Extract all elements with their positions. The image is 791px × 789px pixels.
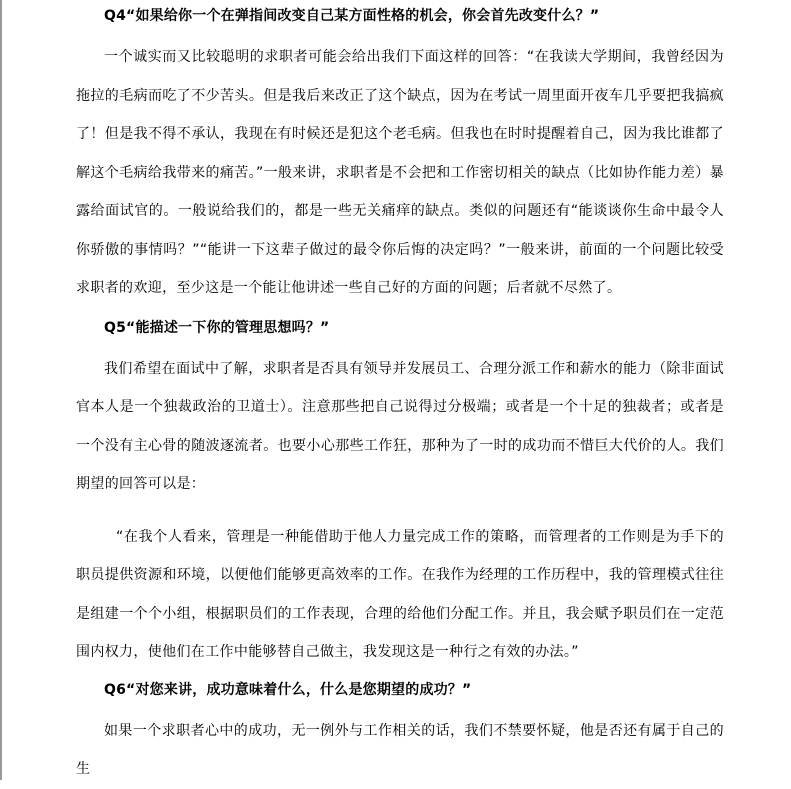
document-page: [76, 0, 724, 789]
answer-paragraph-q5: 我们希望在面试中了解，求职者是否具有领导并发展员工、合理分派工作和薪水的能力（除非面试官本人是一个独裁政治的卫道士）。注意那些把自己说得过分极端；或者是一个十足的独裁者；或者是一个没有主心骨的随波逐流者。也要小心那些工作狂，那种为了一时的成功而不惜巨大代价的人。我们期望的回答可以是：: [76, 360, 724, 492]
answer-paragraph-q6: 如果一个求职者心中的成功，无一例外与工作相关的话，我们不禁要怀疑，他是否还有属于自己的生: [76, 722, 724, 777]
question-heading-q5: Q5“能描述一下你的管理思想吗？”: [104, 319, 330, 336]
page-left-border: [0, 0, 2, 780]
sample-answer-quote-q5: “在我个人看来，管理是一种能借助于他人力量完成工作的策略，而管理者的工作则是为手下的职员提供资源和环境，以便他们能够更高效率的工作。在我作为经理的工作历程中，我的管理模式往往是组建一个个小组，根据职员们的工作表现，合理的给他们分配工作。并且，我会赋予职员们在一定范围内权力，使他们在工作中能够替自己做主，我发现这是一种行之有效的办法。”: [76, 528, 724, 660]
question-heading-q4: Q4“如果给你一个在弹指间改变自己某方面性格的机会，你会首先改变什么？”: [104, 8, 600, 24]
question-heading-q6: Q6“对您来讲，成功意味着什么，什么是您期望的成功？”: [104, 681, 472, 698]
answer-paragraph-q4: 一个诚实而又比较聪明的求职者可能会给出我们下面这样的回答：“在我读大学期间，我曾经因为拖拉的毛病而吃了不少苦头。但是我后来改正了这个缺点，因为在考试一周里面开夜车几乎要把我搞疯了！但是我不得不承认，我现在有时候还是犯这个老毛病。但我也在时时提醒着自己，因为我比谁都了解这个毛病给我带来的痛苦。”一般来讲，求职者是不会把和工作密切相关的缺点（比如协作能力差）暴露给面试官的。一般说给我们的，都是一些无关痛痒的缺点。类似的问题还有“能谈谈你生命中最令人你骄傲的事情吗？”“能讲一下这辈子做过的最令你后悔的决定吗？”一般来讲，前面的一个问题比较受求职者的欢迎，至少这是一个能让他讲述一些自己好的方面的问题；后者就不尽然了。: [76, 49, 724, 296]
